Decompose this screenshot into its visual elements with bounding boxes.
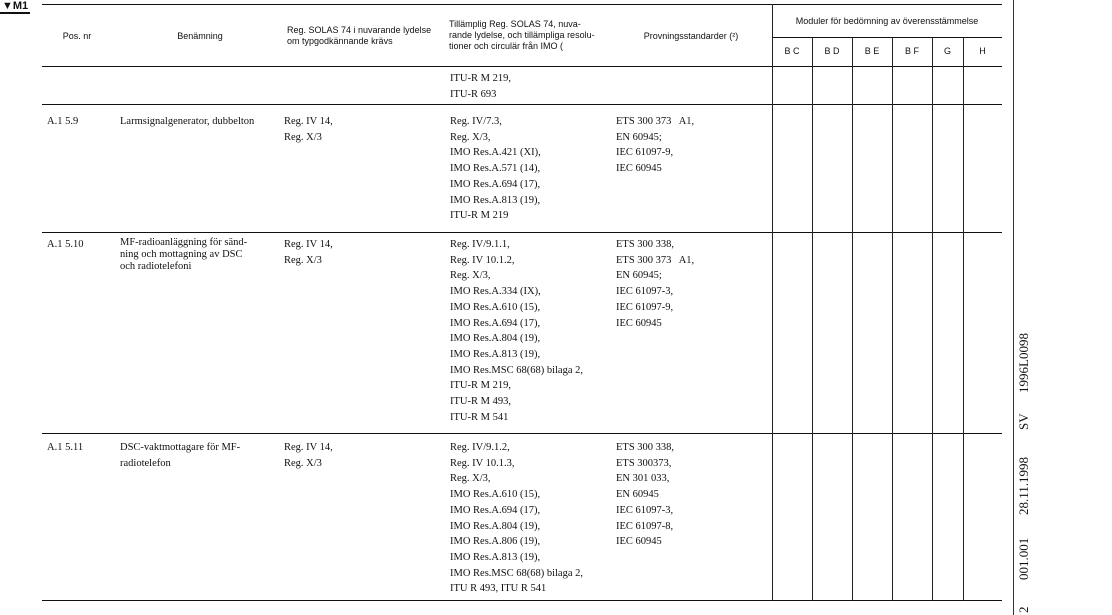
side-rule (1013, 0, 1014, 615)
amendment-marker: ▼M1 (2, 0, 29, 12)
row-2-standards: ETS 300 338, ETS 300 373 A1, EN 60945; IEC 61097-3, IEC 61097-9, IEC 60945 (616, 239, 695, 329)
row-3-standards: ETS 300 338, ETS 300373, EN 301 033, EN 60945 IEC 61097-3, IEC 61097-8, IEC 60945 (616, 442, 675, 548)
continuation-rule (42, 104, 1002, 105)
row-2-solas: Reg. IV 14, Reg. X/3 (284, 239, 333, 266)
row-3-solas: Reg. IV 14, Reg. X/3 (284, 442, 333, 469)
row-rule-1 (42, 232, 1002, 233)
header-solas: Reg. SOLAS 74 i nuvarande lydelse om typgodkännande krävs (287, 25, 432, 46)
side-margin (1016, 5, 1112, 615)
row-1-name: Larmsignalgenerator, dubbelton (120, 116, 255, 127)
header-applicable: Tillämplig Reg. SOLAS 74, nuva- rande lydelse, och tillämpliga resolu- tioner och circulär från IMO ( (449, 19, 595, 51)
row-1-pos: A.1 5.9 (47, 116, 79, 127)
header-top-rule (42, 4, 1002, 5)
module-g: G (943, 46, 951, 56)
header-modules-title: Moduler för bedömning av överensstämmelse (795, 16, 979, 26)
col-sep-4 (892, 37, 893, 601)
header-name: Benämning (177, 31, 223, 41)
header-standards: Provningsstandarder (²) (643, 31, 739, 41)
module-bd: B D (824, 46, 840, 56)
module-bf: B F (904, 46, 919, 56)
row-3-applicable: Reg. IV/9.1.2, Reg. IV 10.1.3, Reg. X/3, IMO Res.A.610 (15), IMO Res.A.694 (17), IMO Res.A.804 (19), IMO Res.A.806 (19), IMO Res.A.813 (19), IMO Res.MSC 68(68) bilaga 2, ITU R 493, ITU R 541 (450, 442, 583, 595)
row-1-applicable: Reg. IV/7.3, Reg. X/3, IMO Res.A.421 (XI), IMO Res.A.571 (14), IMO Res.A.694 (17), IMO Res.A.813 (19), ITU-R M 219 (450, 116, 541, 222)
row-1-solas: Reg. IV 14, Reg. X/3 (284, 116, 333, 143)
modules-header-rule (772, 37, 1002, 38)
module-h: H (979, 46, 986, 56)
bottom-rule (42, 600, 1002, 601)
row-rule-2 (42, 433, 1002, 434)
row-3-pos: A.1 5.11 (47, 442, 84, 453)
col-sep-1 (772, 4, 773, 601)
side-doc-id: 1996L0098 (1016, 333, 1031, 393)
header-pos: Pos. nr (62, 31, 92, 41)
continuation-text: ITU-R M 219, ITU-R 693 (450, 73, 511, 100)
top-rule (0, 12, 30, 14)
row-2-applicable: Reg. IV/9.1.1, Reg. IV 10.1.2, Reg. X/3, IMO Res.A.334 (IX), IMO Res.A.610 (15), IMO Res.A.694 (17), IMO Res.A.804 (19), IMO Res.A.813 (19), IMO Res.MSC 68(68) bilaga 2, ITU-R M 219, ITU-R M 493, ITU-R M 541 (450, 239, 583, 423)
col-sep-5 (932, 37, 933, 601)
header-bottom-rule (42, 66, 1002, 67)
col-sep-3 (852, 37, 853, 601)
side-page: 2 (1016, 606, 1031, 613)
side-version: 001.001 (1016, 537, 1031, 580)
module-be: B E (864, 46, 880, 56)
row-2-name: MF-radioanläggning för sänd- ning och mottagning av DSC och radiotelefoni (120, 237, 248, 272)
row-2-pos: A.1 5.10 (47, 239, 84, 250)
row-1-standards: ETS 300 373 A1, EN 60945; IEC 61097-9, IEC 60945 (616, 116, 695, 175)
side-date: 28.11.1998 (1016, 456, 1031, 515)
module-bc: B C (784, 46, 800, 56)
col-sep-2 (812, 37, 813, 601)
side-lang: SV (1016, 413, 1031, 430)
col-sep-6 (963, 37, 964, 601)
row-3-name: DSC-vaktmottagare för MF- radiotelefon (120, 442, 241, 469)
